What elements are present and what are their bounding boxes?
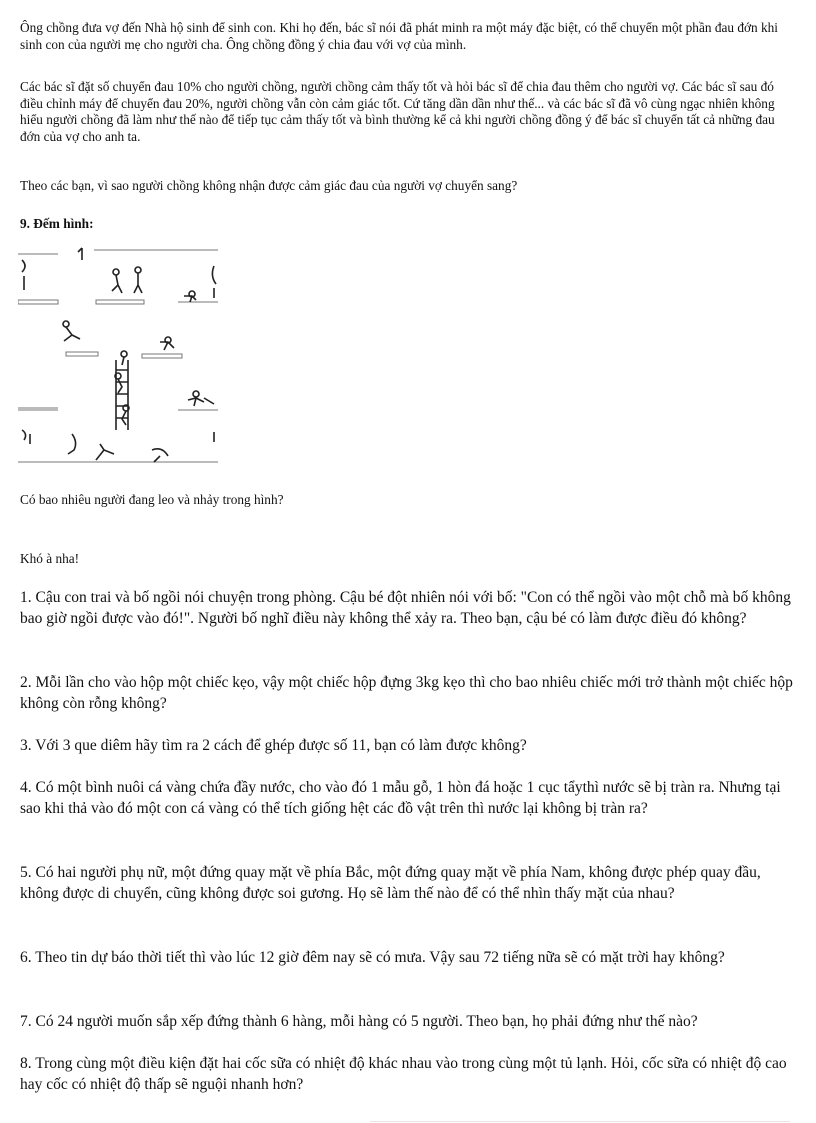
section-9-question: Có bao nhiêu người đang leo và nhảy trong hình? bbox=[20, 492, 284, 507]
story-paragraph-1: Ông chồng đưa vợ đến Nhà hộ sinh để sinh con. Khi họ đến, bác sĩ nói đã phát minh ra một máy đặc biệt, có thể chuyển một phần đau đớn khi sinh con của người mẹ cho người cha. Ông chồng đồng ý chia đau với vợ của mình. bbox=[20, 20, 778, 52]
riddle-7: 7. Có 24 người muốn sắp xếp đứng thành 6 hàng, mỗi hàng có 5 người. Theo bạn, họ phải đứng như thế nào? bbox=[20, 1013, 698, 1030]
section-9-heading: 9. Đếm hình: bbox=[20, 216, 94, 231]
climbing-jumping-figures-image bbox=[18, 244, 223, 469]
stick-figures bbox=[22, 248, 216, 462]
hard-intro: Khó à nha! bbox=[20, 551, 80, 566]
riddle-8: 8. Trong cùng một điều kiện đặt hai cốc sữa có nhiệt độ khác nhau vào trong cùng một tủ lạnh. Hỏi, cốc sữa có nhiệt độ cao hay cốc có nhiệt độ thấp sẽ nguội nhanh hơn? bbox=[20, 1055, 787, 1093]
riddle-6: 6. Theo tin dự báo thời tiết thì vào lúc 12 giờ đêm nay sẽ có mưa. Vậy sau 72 tiếng nữa sẽ có mặt trời hay không? bbox=[20, 949, 725, 966]
riddle-2: 2. Mỗi lần cho vào hộp một chiếc kẹo, vậy một chiếc hộp đựng 3kg kẹo thì cho bao nhiêu chiếc mới trở thành một chiếc hộp không còn rỗng không? bbox=[20, 674, 793, 712]
riddle-5: 5. Có hai người phụ nữ, một đứng quay mặt về phía Bắc, một đứng quay mặt về phía Nam, không được phép quay đầu, không được di chuyển, cũng không được soi gương. Họ sẽ làm thế nào để có thể nhìn thấy mặt của nhau? bbox=[20, 864, 761, 902]
story-question: Theo các bạn, vì sao người chồng không nhận được cảm giác đau của người vợ chuyển sang? bbox=[20, 178, 518, 193]
riddle-4: 4. Có một bình nuôi cá vàng chứa đầy nước, cho vào đó 1 mẫu gỗ, 1 hòn đá hoặc 1 cục tẩythì nước sẽ bị tràn ra. Nhưng tại sao khi thả vào đó một con cá vàng có thể tích giống hệt các đồ vật trên thì nước lại không bị tràn ra? bbox=[20, 779, 781, 817]
counting-figures-illustration bbox=[18, 244, 223, 469]
page-bottom-divider bbox=[370, 1121, 790, 1122]
riddle-1: 1. Cậu con trai và bố ngồi nói chuyện trong phòng. Cậu bé đột nhiên nói với bố: "Con có thể ngồi vào một chỗ mà bố không bao giờ ngồi được vào đó!". Người bố nghĩ điều này không thể xảy ra. Theo bạn, cậu bé có làm được điều đó không? bbox=[20, 589, 791, 627]
story-paragraph-2: Các bác sĩ đặt số chuyển đau 10% cho người chồng, người chồng cảm thấy tốt và hỏi bác sĩ để chia đau thêm cho người vợ. Các bác sĩ sau đó điều chỉnh máy để chuyển đau 20%, người chồng vẫn còn cảm giác tốt. Cứ tăng dần dần như thế... và các bác sĩ đã vô cùng ngạc nhiên không hiểu người chồng đã làm như thế nào để tiếp tục cảm thấy tốt và bình thường kể cả khi người chồng đồng ý để bác sĩ chuyển tất cả những đau đớn của vợ cho anh ta. bbox=[20, 79, 775, 144]
riddle-3: 3. Với 3 que diêm hãy tìm ra 2 cách để ghép được số 11, bạn có làm được không? bbox=[20, 737, 527, 754]
